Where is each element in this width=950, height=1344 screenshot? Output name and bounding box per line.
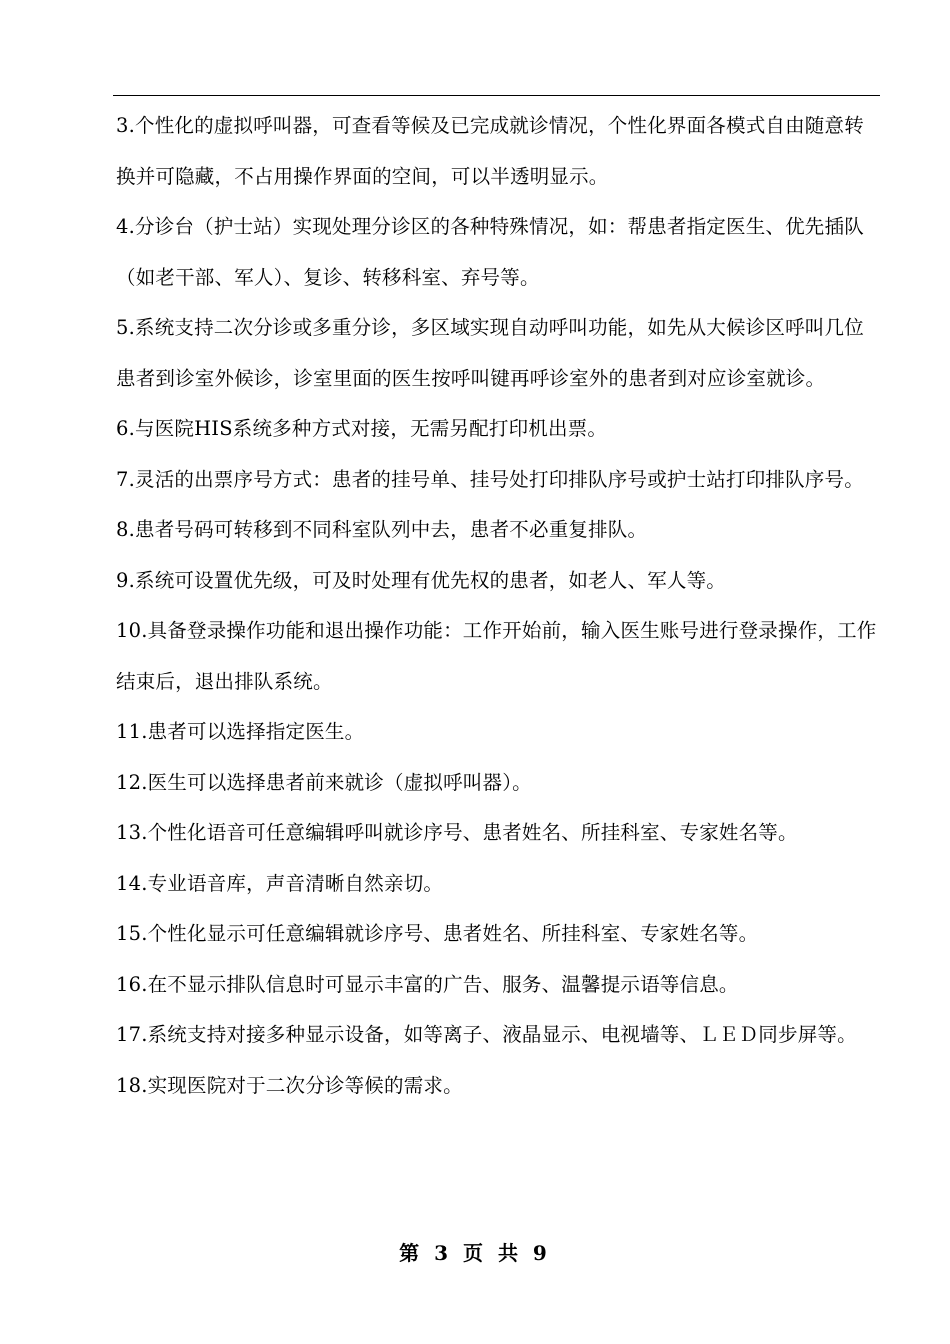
paragraph-4: 4.分诊台（护士站）实现处理分诊区的各种特殊情况，如：帮患者指定医生、优先插队（如老干部、军人）、复诊、转移科室、弃号等。	[116, 215, 864, 289]
paragraph-12: 12.医生可以选择患者前来就诊（虚拟呼叫器）。	[116, 770, 532, 794]
paragraph-5: 5.系统支持二次分诊或多重分诊，多区域实现自动呼叫功能，如先从大候诊区呼叫几位患者到诊室外候诊，诊室里面的医生按呼叫键再呼诊室外的患者到对应诊室就诊。	[116, 316, 864, 390]
paragraph-16: 16.在不显示排队信息时可显示丰富的广告、服务、温馨提示语等信息。	[116, 972, 739, 996]
header-rule	[113, 95, 880, 96]
paragraph-11: 11.患者可以选择指定医生。	[116, 720, 365, 743]
paragraph-18: 18.实现医院对于二次分诊等候的需求。	[116, 1073, 463, 1097]
page-number-footer: 第 3 页 共 9	[399, 1241, 551, 1265]
document-body	[116, 101, 880, 1111]
paragraph-8: 8.患者号码可转移到不同科室队列中去，患者不必重复排队。	[116, 518, 648, 541]
paragraph-15: 15.个性化显示可任意编辑就诊序号、患者姓名、所挂科室、专家姓名等。	[116, 922, 759, 945]
paragraph-7: 7.灵活的出票序号方式：患者的挂号单、挂号处打印排队序号或护士站打印排队序号。	[116, 467, 864, 491]
paragraph-9: 9.系统可设置优先级，可及时处理有优先权的患者，如老人、军人等。	[116, 568, 727, 592]
paragraph-10: 10.具备登录操作功能和退出操作功能：工作开始前，输入医生账号进行登录操作，工作结束后，退出排队系统。	[116, 619, 877, 693]
paragraph-14: 14.专业语音库，声音清晰自然亲切。	[116, 871, 444, 895]
paragraph-17: 17.系统支持对接多种显示设备，如等离子、液晶显示、电视墙等、ＬＥＤ同步屏等。	[116, 1023, 857, 1046]
paragraph-13: 13.个性化语音可任意编辑呼叫就诊序号、患者姓名、所挂科室、专家姓名等。	[116, 821, 798, 844]
paragraph-3: 3.个性化的虚拟呼叫器，可查看等候及已完成就诊情况，个性化界面各模式自由随意转换并可隐藏，不占用操作界面的空间，可以半透明显示。	[116, 114, 864, 188]
paragraph-6: 6.与医院HIS系统多种方式对接，无需另配打印机出票。	[116, 417, 608, 440]
